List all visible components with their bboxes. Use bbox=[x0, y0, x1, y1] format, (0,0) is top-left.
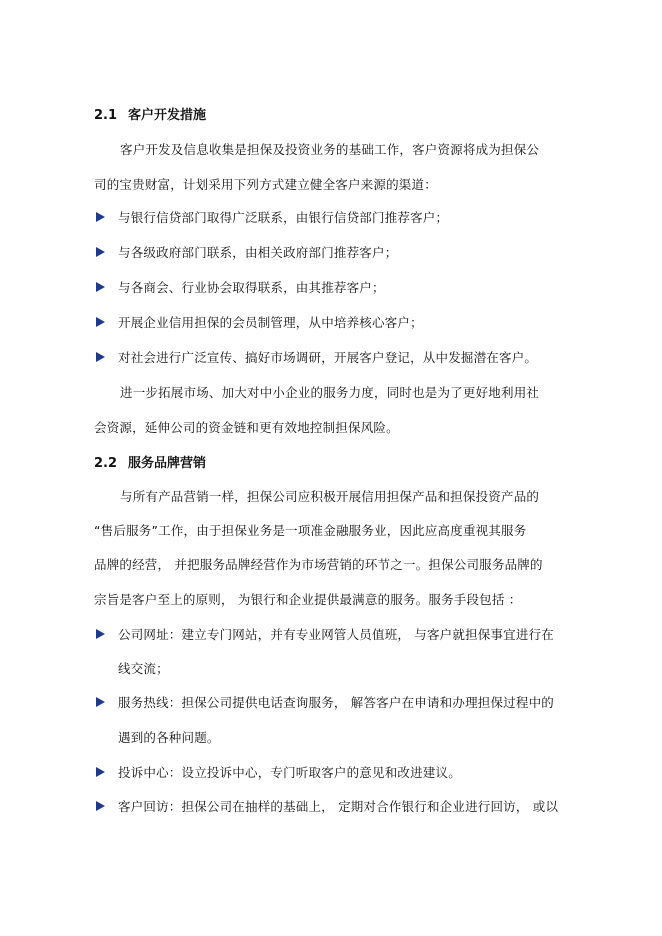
triangle-bullet-icon bbox=[96, 801, 105, 811]
triangle-bullet-icon bbox=[96, 767, 105, 777]
triangle-bullet-icon bbox=[96, 629, 105, 639]
paragraph-line: 宗旨是客户至上的原则， 为银行和企业提供最满意的服务。服务手段包括 ： bbox=[94, 592, 522, 607]
triangle-bullet-icon bbox=[96, 697, 105, 707]
section-heading-2-2 bbox=[94, 452, 206, 471]
section-title: 客户开发措施 bbox=[128, 108, 207, 123]
bullet-item: 客户回访：担保公司在抽样的基础上， 定期对合作银行和企业进行回访， 或以 bbox=[118, 799, 559, 814]
bullet-item: 与各商会、行业协会取得联系，由其推荐客户； bbox=[118, 280, 385, 295]
paragraph-line: “售后服务”工作，由于担保业务是一项准金融服务业，因此应高度重视其服务 bbox=[94, 523, 527, 538]
triangle-bullet-icon bbox=[96, 352, 105, 362]
paragraph-line: 司的宝贵财富，计划采用下列方式建立健全客户来源的渠道： bbox=[94, 177, 437, 192]
section-number: 2.2 bbox=[94, 456, 118, 471]
triangle-bullet-icon bbox=[96, 282, 105, 292]
bullet-item: 投诉中心：设立投诉中心，专门听取客户的意见和改进建议。 bbox=[118, 765, 461, 780]
section-heading-2-1 bbox=[94, 104, 206, 123]
paragraph-line: 品牌的经营， 并把服务品牌经营作为市场营销的环节之一。担保公司服务品牌的 bbox=[94, 557, 543, 572]
paragraph-line: 会资源，延伸公司的资金链和更有效地控制担保风险。 bbox=[94, 420, 399, 435]
bullet-item: 与银行信贷部门取得广泛联系，由银行信贷部门推荐客户； bbox=[118, 210, 449, 225]
bullet-item: 公司网址：建立专门网站，并有专业网管人员值班， 与客户就担保事宜进行在 bbox=[118, 627, 554, 642]
bullet-item: 服务热线：担保公司提供电话查询服务， 解答客户在申请和办理担保过程中的 bbox=[118, 695, 554, 710]
triangle-bullet-icon bbox=[96, 247, 105, 257]
bullet-item: 与各级政府部门联系，由相关政府部门推荐客户； bbox=[118, 245, 398, 260]
paragraph-line: 进一步拓展市场、加大对中小企业的服务力度，同时也是为了更好地利用社 bbox=[120, 385, 540, 400]
triangle-bullet-icon bbox=[96, 317, 105, 327]
paragraph-line: 与所有产品营销一样，担保公司应积极开展信用担保产品和担保投资产品的 bbox=[120, 489, 540, 504]
bullet-item: 开展企业信用担保的会员制管理，从中培养核心客户； bbox=[118, 315, 423, 330]
bullet-item-continuation: 遇到的各种问题。 bbox=[118, 730, 220, 745]
section-number: 2.1 bbox=[94, 108, 118, 123]
triangle-bullet-icon bbox=[96, 212, 105, 222]
paragraph-line: 客户开发及信息收集是担保及投资业务的基础工作，客户资源将成为担保公 bbox=[120, 142, 540, 157]
bullet-item: 对社会进行广泛宣传、搞好市场调研，开展客户登记，从中发掘潜在客户。 bbox=[118, 350, 538, 365]
section-title: 服务品牌营销 bbox=[128, 456, 207, 471]
bullet-item-continuation: 线交流； bbox=[118, 661, 169, 676]
